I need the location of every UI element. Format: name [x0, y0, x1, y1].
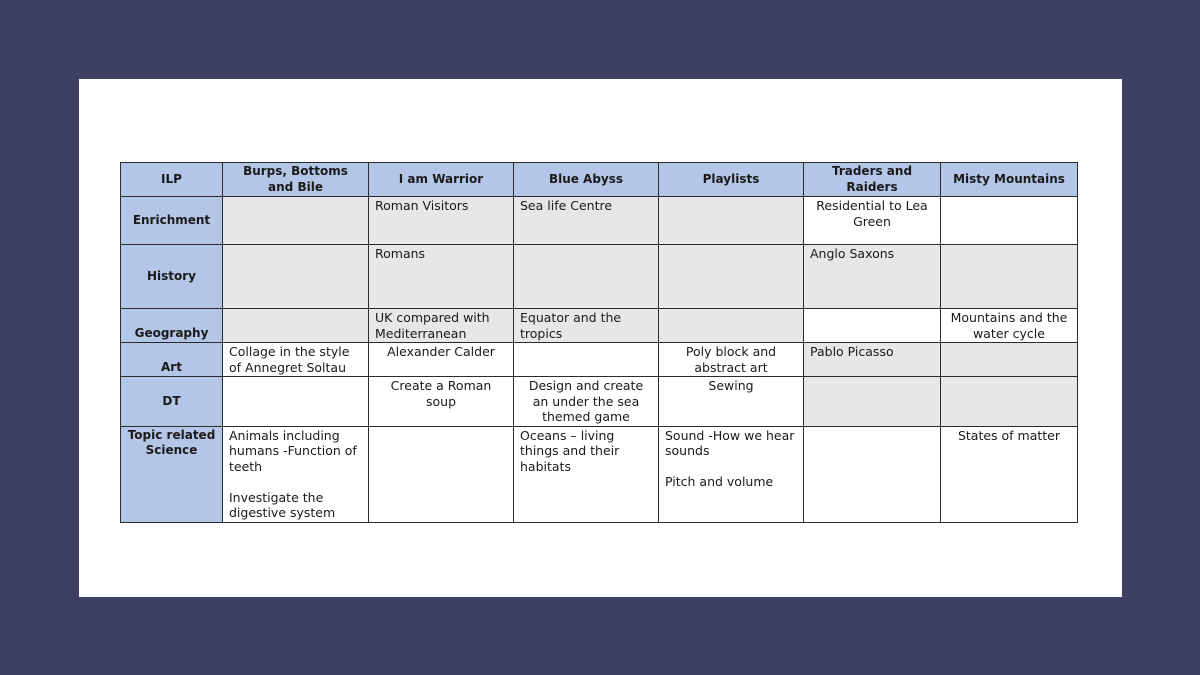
table-row [121, 343, 1078, 377]
table-cell: Design and create an under the sea themed game [514, 377, 659, 427]
table-cell: Roman Visitors [369, 197, 514, 245]
table-cell [941, 377, 1078, 427]
table-cell: Oceans – living things and their habitats [514, 426, 659, 522]
table-cell: Collage in the style of Annegret Soltau [223, 343, 369, 377]
table-cell: Create a Roman soup [369, 377, 514, 427]
table-cell: UK compared with Mediterranean [369, 309, 514, 343]
header-i-am-warrior: I am Warrior [369, 163, 514, 197]
table-row [121, 377, 1078, 427]
table-cell [659, 245, 804, 309]
slide [79, 79, 1122, 597]
table-cell [514, 245, 659, 309]
row-label-art: Art [121, 343, 223, 377]
table-cell: Alexander Calder [369, 343, 514, 377]
row-label-dt: DT [121, 377, 223, 427]
table-cell [514, 343, 659, 377]
row-label-topic-related-science: Topic related Science [121, 426, 223, 522]
table-cell: Sea life Centre [514, 197, 659, 245]
table-cell [941, 245, 1078, 309]
table-row [121, 426, 1078, 522]
table-cell: Equator and the tropics [514, 309, 659, 343]
header-row [121, 163, 1078, 197]
table-row [121, 197, 1078, 245]
table-cell: Animals including humans -Function of teeth Investigate the digestive system [223, 426, 369, 522]
table-cell: Sound -How we hear sounds Pitch and volume [659, 426, 804, 522]
table-cell [223, 309, 369, 343]
table-cell: Anglo Saxons [804, 245, 941, 309]
curriculum-table [120, 162, 1078, 523]
table-cell [804, 377, 941, 427]
table-cell: Mountains and the water cycle [941, 309, 1078, 343]
table-cell [223, 197, 369, 245]
header-playlists: Playlists [659, 163, 804, 197]
table-cell [804, 426, 941, 522]
table-cell: Residential to Lea Green [804, 197, 941, 245]
table-cell: Poly block and abstract art [659, 343, 804, 377]
row-label-history: History [121, 245, 223, 309]
table-cell [369, 426, 514, 522]
table-cell [941, 343, 1078, 377]
table-cell: Romans [369, 245, 514, 309]
table-cell [941, 197, 1078, 245]
header-burps-bottoms-and-bile: Burps, Bottoms and Bile [223, 163, 369, 197]
table-cell: Sewing [659, 377, 804, 427]
row-label-geography: Geography [121, 309, 223, 343]
table-cell [223, 377, 369, 427]
table-row [121, 309, 1078, 343]
header-misty-mountains: Misty Mountains [941, 163, 1078, 197]
table-cell: Pablo Picasso [804, 343, 941, 377]
table-cell: States of matter [941, 426, 1078, 522]
header-ilp: ILP [121, 163, 223, 197]
header-blue-abyss: Blue Abyss [514, 163, 659, 197]
header-traders-and-raiders: Traders and Raiders [804, 163, 941, 197]
table-cell [659, 309, 804, 343]
table-cell [659, 197, 804, 245]
table-row [121, 245, 1078, 309]
row-label-enrichment: Enrichment [121, 197, 223, 245]
table-cell [223, 245, 369, 309]
table-cell [804, 309, 941, 343]
